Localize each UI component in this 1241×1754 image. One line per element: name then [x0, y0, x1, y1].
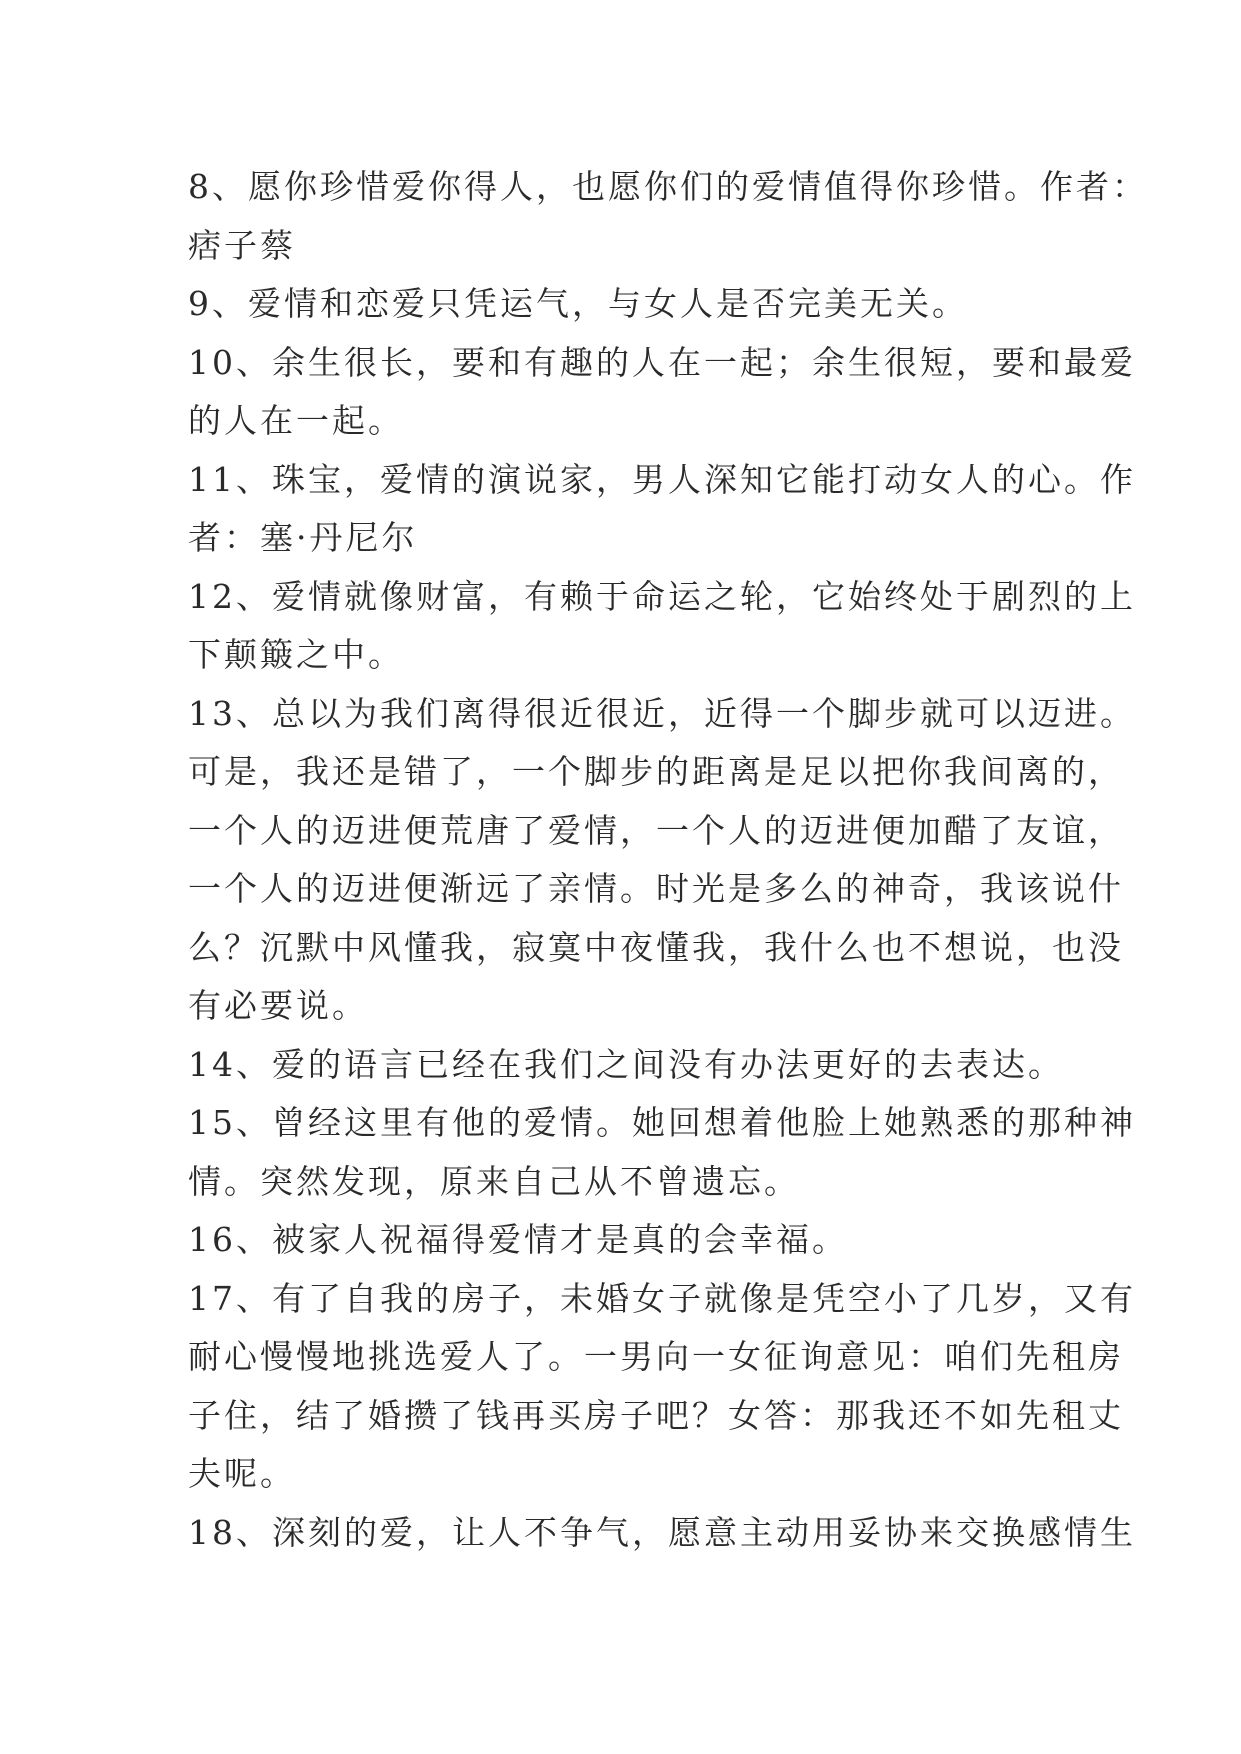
text-line: 11、珠宝，爱情的演说家，男人深知它能打动女人的心。作	[188, 459, 1136, 499]
text-line: 可是，我还是错了，一个脚步的距离是足以把你我间离的，	[188, 752, 1124, 791]
text-line: 8、愿你珍惜爱你得人，也愿你们的爱情值得你珍惜。作者：	[188, 167, 1148, 206]
text-line: 9、爱情和恋爱只凭运气，与女人是否完美无关。	[188, 284, 968, 323]
text-line: 有必要说。	[188, 986, 368, 1025]
text-line: 13、总以为我们离得很近很近，近得一个脚步就可以迈进。	[188, 693, 1136, 733]
text-line: 18、深刻的爱，让人不争气，愿意主动用妥协来交换感情生	[188, 1512, 1136, 1552]
text-line: 12、爱情就像财富，有赖于命运之轮，它始终处于剧烈的上	[188, 576, 1136, 616]
text-line: 痞子蔡	[188, 225, 296, 265]
text-line: 一个人的迈进便荒唐了爱情，一个人的迈进便加醋了友谊，	[188, 810, 1124, 850]
text-line: 情。突然发现，原来自己从不曾遗忘。	[188, 1161, 800, 1201]
text-line: 子住，结了婚攒了钱再买房子吧？女答：那我还不如先租丈	[188, 1395, 1124, 1435]
text-line: 10、余生很长，要和有趣的人在一起；余生很短，要和最爱	[188, 342, 1136, 382]
text-line: 耐心慢慢地挑选爱人了。一男向一女征询意见：咱们先租房	[188, 1337, 1124, 1376]
text-line: 一个人的迈进便渐远了亲情。时光是多么的神奇，我该说什	[188, 869, 1124, 908]
text-line: 15、曾经这里有他的爱情。她回想着他脸上她熟悉的那种神	[188, 1103, 1136, 1142]
text-line: 16、被家人祝福得爱情才是真的会幸福。	[188, 1220, 848, 1259]
text-line: 14、爱的语言已经在我们之间没有办法更好的去表达。	[188, 1044, 1064, 1084]
text-line: 下颠簸之中。	[188, 635, 404, 674]
text-line: 夫呢。	[188, 1454, 296, 1493]
text-line: 17、有了自我的房子，未婚女子就像是凭空小了几岁，又有	[188, 1278, 1136, 1318]
text-line: 的人在一起。	[188, 401, 404, 440]
quote-text-block	[188, 158, 1148, 1562]
text-line: 者：塞·丹尼尔	[188, 518, 418, 557]
text-line: 么？沉默中风懂我，寂寞中夜懂我，我什么也不想说，也没	[188, 927, 1124, 967]
